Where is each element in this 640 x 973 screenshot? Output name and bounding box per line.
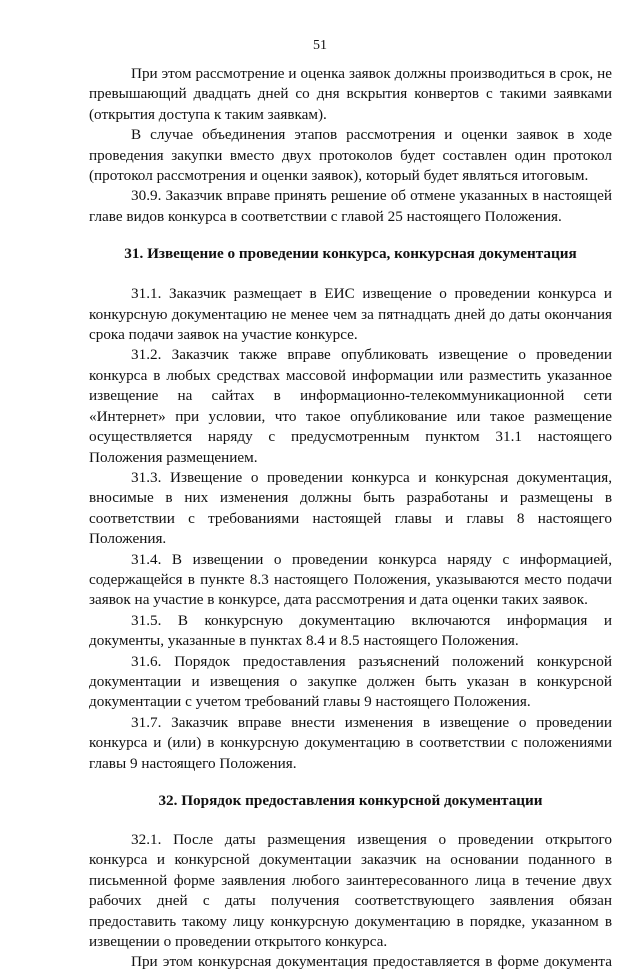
- paragraph-32-1: 32.1. После даты размещения извещения о проведении открытого конкурса и конкурсной документации заказчик на основании поданного в письменной форме заявления любого заинтересованного лица в течение двух рабочих дней с даты получения соответствующего заявления обязан предоставить такому лицу конкурсную документацию в порядке, указанном в извещении о проведении открытого конкурса.: [89, 831, 612, 951]
- paragraph-31-6: 31.6. Порядок предоставления разъяснений положений конкурсной документации и извещения о закупке должен быть указан в конкурсной документации с учетом требований главы 9 настоящего Положения.: [89, 652, 612, 711]
- paragraph-31-4: 31.4. В извещении о проведении конкурса наряду с информацией, содержащейся в пункте 8.3 настоящего Положения, указываются место подачи заявок на участие в конкурсе, дата рассмотрения и дата оценки таких заявок.: [89, 550, 612, 609]
- section-heading-32: 32. Порядок предоставления конкурсной документации: [158, 792, 543, 809]
- paragraph-31-7: 31.7. Заказчик вправе внести изменения в извещение о проведении конкурса и (или) в конкурсную документацию в соответствии с положениями главы 9 настоящего Положения.: [89, 713, 612, 772]
- paragraph-31-1: 31.1. Заказчик размещает в ЕИС извещение о проведении конкурса и конкурсную документацию не менее чем за пятнадцать дней до даты окончания срока подачи заявок на участие конкурсе.: [89, 285, 612, 344]
- paragraph-31-2: 31.2. Заказчик также вправе опубликовать извещение о проведении конкурса в любых средствах массовой информации или разместить указанное извещение на сайтах в информационно-телекоммуникационной сети «Интернет» при условии, что такое опубликование или такое размещение осуществляется наряду с предусмотренным пунктом 31.1 настоящего Положения размещением.: [89, 346, 612, 466]
- paragraph: В случае объединения этапов рассмотрения и оценки заявок в ходе проведения закупки вместо двух протоколов будет составлен один протокол (протокол рассмотрения и оценки заявок), который будет являться итоговым.: [89, 126, 612, 185]
- document-body: [89, 64, 612, 973]
- paragraph-continued: При этом конкурсная документация предоставляется в форме документа: [131, 953, 612, 971]
- paragraph: 30.9. Заказчик вправе принять решение об отмене указанных в настоящей главе видов конкурса в соответствии с главой 25 настоящего Положения.: [89, 187, 612, 225]
- paragraph-31-3: 31.3. Извещение о проведении конкурса и конкурсная документация, вносимые в них изменения должны быть разработаны и размещены в соответствии с требованиями настоящей главы и главы 8 настоящего Положения.: [89, 468, 612, 548]
- paragraph-31-5: 31.5. В конкурсную документацию включаются информация и документы, указанные в пунктах 8.4 и 8.5 настоящего Положения.: [89, 611, 612, 650]
- page-number: 51: [313, 38, 327, 53]
- paragraph: При этом рассмотрение и оценка заявок должны производиться в срок, не превышающий двадцать дней со дня вскрытия конвертов с такими заявками (открытия доступа к таким заявкам).: [89, 65, 612, 123]
- section-heading-31: 31. Извещение о проведении конкурса, конкурсная документация: [124, 245, 577, 263]
